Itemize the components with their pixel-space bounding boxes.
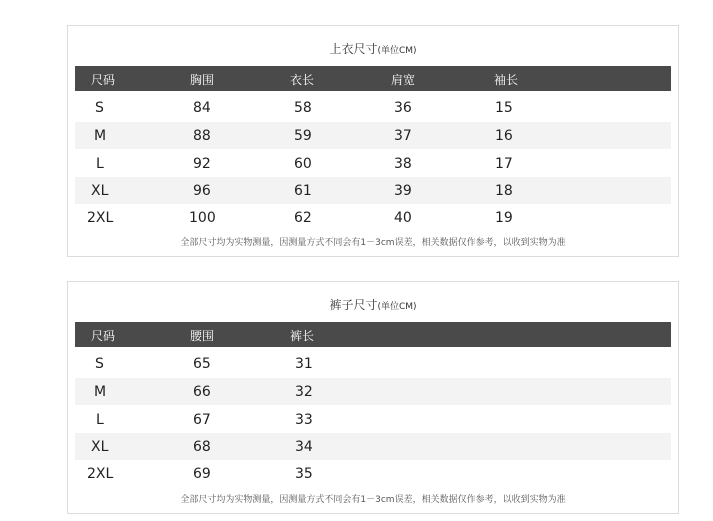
cell-waist: 66 xyxy=(193,384,211,400)
table-row xyxy=(75,433,671,460)
header-size: 尺码 xyxy=(91,73,116,87)
cell-length: 58 xyxy=(294,100,312,116)
header-shoulder: 肩宽 xyxy=(391,73,416,87)
cell-pants-length: 34 xyxy=(295,439,313,455)
table-row xyxy=(75,150,671,177)
cell-shoulder: 38 xyxy=(394,156,412,172)
header-waist: 腰围 xyxy=(190,329,215,343)
cell-sleeve: 18 xyxy=(495,183,513,199)
table-row xyxy=(75,350,671,377)
top-title-text: 上衣尺寸 xyxy=(329,42,378,56)
cell-length: 62 xyxy=(294,210,312,226)
top-title-unit: (单位CM) xyxy=(377,46,417,56)
measurement-note: 全部尺寸均为实物测量，因测量方式不同会有1－3cm误差，相关数据仅作参考，以收到实物为准 xyxy=(180,495,566,505)
cell-size: M xyxy=(94,128,107,144)
header-size: 尺码 xyxy=(91,329,116,343)
table-row xyxy=(75,177,671,204)
cell-sleeve: 15 xyxy=(495,100,513,116)
cell-size: XL xyxy=(91,183,109,199)
table-row xyxy=(75,378,671,405)
cell-chest: 84 xyxy=(193,100,211,116)
cell-shoulder: 39 xyxy=(394,183,412,199)
cell-waist: 65 xyxy=(193,356,211,372)
cell-size: 2XL xyxy=(87,466,114,482)
table-row xyxy=(75,460,671,487)
cell-length: 59 xyxy=(294,128,312,144)
cell-shoulder: 40 xyxy=(394,210,412,226)
top-size-card xyxy=(67,25,679,257)
header-chest: 胸围 xyxy=(190,73,215,87)
cell-size: L xyxy=(96,412,104,428)
pants-title-text: 裤子尺寸 xyxy=(329,298,378,312)
top-table-header xyxy=(75,66,671,91)
table-row xyxy=(75,406,671,433)
cell-waist: 67 xyxy=(193,412,211,428)
cell-size: L xyxy=(96,156,104,172)
cell-chest: 96 xyxy=(193,183,211,199)
cell-size: 2XL xyxy=(87,210,114,226)
cell-sleeve: 16 xyxy=(495,128,513,144)
cell-shoulder: 36 xyxy=(394,100,412,116)
cell-size: S xyxy=(95,100,104,116)
pants-size-card xyxy=(67,281,679,514)
cell-sleeve: 17 xyxy=(495,156,513,172)
cell-size: M xyxy=(94,384,107,400)
pants-title-unit: (单位CM) xyxy=(377,302,417,312)
cell-shoulder: 37 xyxy=(394,128,412,144)
measurement-note: 全部尺寸均为实物测量，因测量方式不同会有1－3cm误差，相关数据仅作参考，以收到实物为准 xyxy=(180,238,566,248)
table-row xyxy=(75,122,671,149)
cell-chest: 88 xyxy=(193,128,211,144)
table-row xyxy=(75,94,671,121)
cell-size: S xyxy=(95,356,104,372)
cell-pants-length: 31 xyxy=(295,356,313,372)
cell-waist: 68 xyxy=(193,439,211,455)
cell-waist: 69 xyxy=(193,466,211,482)
cell-size: XL xyxy=(91,439,109,455)
table-row xyxy=(75,204,671,231)
pants-size-title xyxy=(68,296,678,313)
cell-length: 61 xyxy=(294,183,312,199)
cell-sleeve: 19 xyxy=(495,210,513,226)
cell-chest: 92 xyxy=(193,156,211,172)
cell-pants-length: 35 xyxy=(295,466,313,482)
cell-pants-length: 32 xyxy=(295,384,313,400)
header-sleeve: 袖长 xyxy=(494,73,519,87)
pants-table-header xyxy=(75,322,671,347)
header-length: 衣长 xyxy=(290,73,315,87)
cell-chest: 100 xyxy=(189,210,216,226)
cell-pants-length: 33 xyxy=(295,412,313,428)
cell-length: 60 xyxy=(294,156,312,172)
top-size-title xyxy=(68,40,678,57)
header-pants-length: 裤长 xyxy=(290,329,315,343)
